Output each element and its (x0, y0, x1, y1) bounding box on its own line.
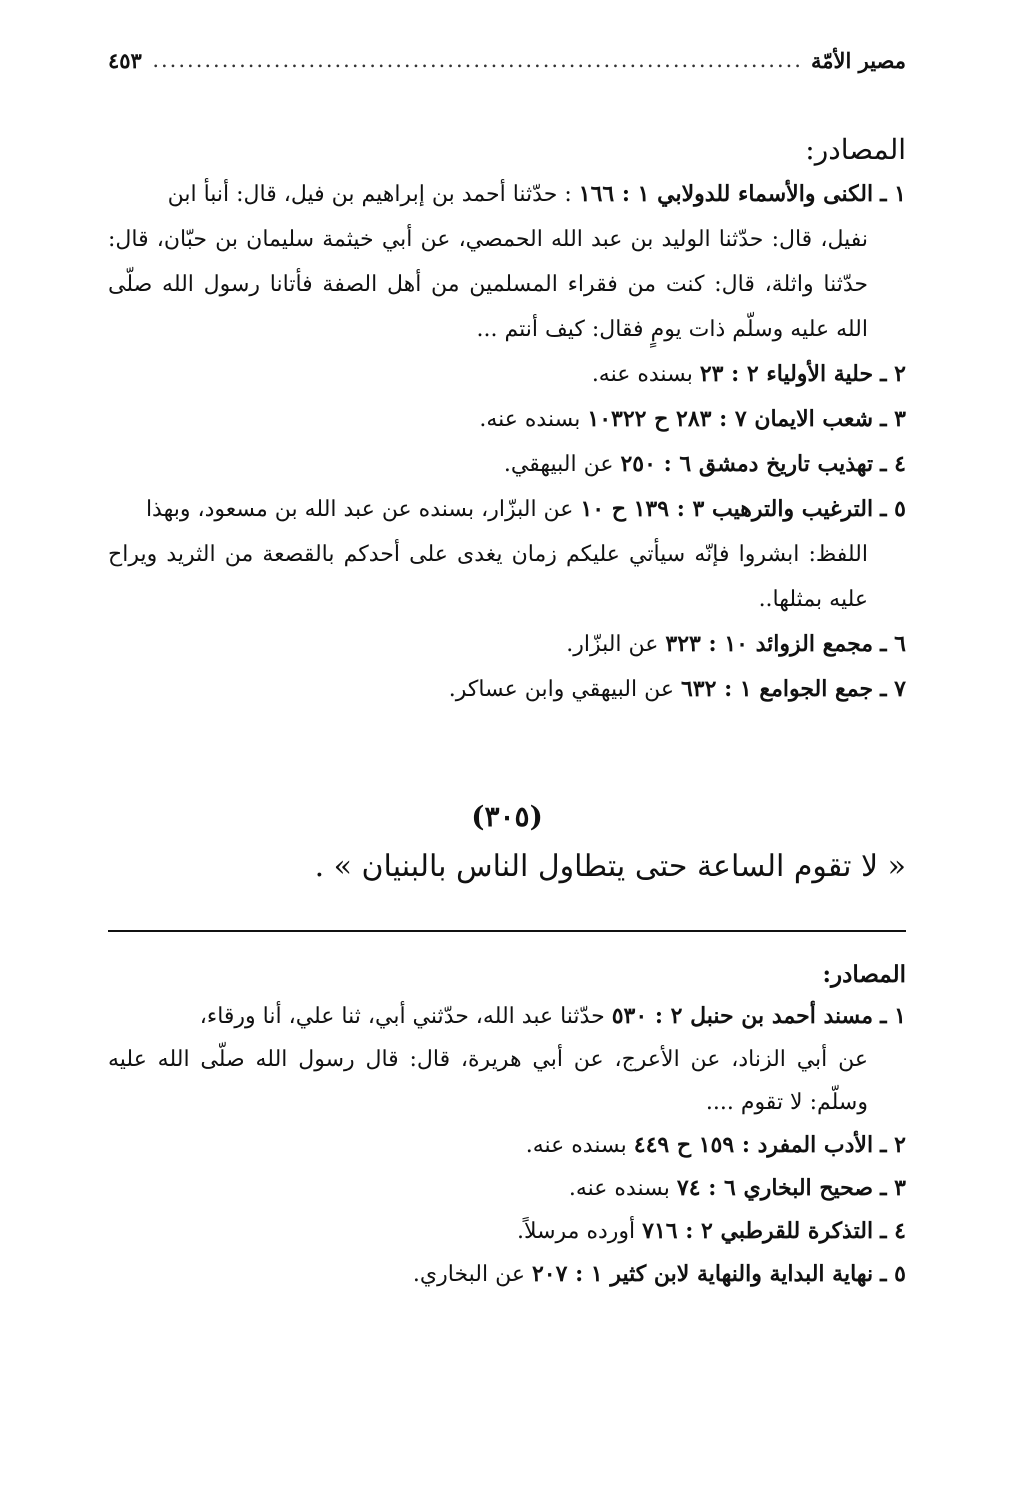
item-number: ٦ ـ (880, 631, 906, 657)
source-text: أورده مرسلاً. (516, 1219, 636, 1244)
source-title: التذكرة للقرطبي ٢ : ٧١٦ (642, 1218, 874, 1244)
page-header (108, 40, 906, 80)
running-title: مصير الأمّة (810, 47, 906, 73)
item-number: ٣ ـ (880, 1175, 906, 1201)
source-item (108, 1124, 906, 1167)
source-text: حدّثنا عبد الله، حدّثني أبي، ثنا علي، أنا ورقاء، (199, 1004, 605, 1029)
source-text: بسنده عنه. (525, 1133, 627, 1158)
hadith-number: (٣٠٥) (471, 800, 543, 833)
sources-section-1 (108, 128, 906, 712)
item-number: ١ ـ (880, 1003, 906, 1029)
source-item (108, 172, 906, 352)
source-continuation: عن أبي الزناد، عن الأعرج، عن أبي هريرة، قال: قال رسول الله صلّى الله عليه وسلّم: لا تقوم .... (108, 1047, 868, 1115)
sources-title: المصادر: (822, 961, 906, 988)
source-title: حلية الأولياء ٢ : ٢٣ (699, 361, 874, 387)
source-item (108, 667, 906, 712)
source-text: عن البزّار. (566, 632, 659, 657)
source-item (108, 397, 906, 442)
sources-section-2 (108, 955, 906, 1296)
item-number: ٤ ـ (880, 1218, 906, 1244)
source-text: عن البزّار، بسنده عن عبد الله بن مسعود، وبهذا (145, 497, 574, 522)
source-item (108, 1167, 906, 1210)
item-number: ٥ ـ (880, 496, 906, 522)
source-item (108, 622, 906, 667)
source-title: مجمع الزوائد ١٠ : ٣٢٣ (665, 631, 874, 657)
source-text: : حدّثنا أحمد بن إبراهيم بن فيل، قال: أنبأ ابن (167, 182, 572, 207)
source-title: الترغيب والترهيب ٣ : ١٣٩ ح ١٠ (580, 496, 874, 522)
source-item (108, 487, 906, 622)
source-title: الكنى والأسماء للدولابي ١ : ١٦٦ (578, 181, 874, 207)
item-number: ٢ ـ (880, 1132, 906, 1158)
source-item (108, 1253, 906, 1296)
item-number: ١ ـ (880, 181, 906, 207)
item-number: ٤ ـ (880, 451, 906, 477)
source-text: بسنده عنه. (591, 362, 693, 387)
source-title: صحيح البخاري ٦ : ٧٤ (676, 1175, 874, 1201)
divider-rule (108, 930, 906, 932)
source-text: بسنده عنه. (479, 407, 581, 432)
source-text: عن البيهقي وابن عساكر. (448, 677, 674, 702)
source-title: جمع الجوامع ١ : ٦٣٢ (680, 676, 874, 702)
source-title: شعب الايمان ٧ : ٢٨٣ ح ١٠٣٢٢ (587, 406, 874, 432)
source-title: مسند أحمد بن حنبل ٢ : ٥٣٠ (611, 1003, 874, 1029)
source-item (108, 352, 906, 397)
item-number: ٣ ـ (880, 406, 906, 432)
sources-title: المصادر: (805, 133, 906, 166)
item-number: ٥ ـ (880, 1261, 906, 1287)
hadith-block (108, 795, 906, 895)
source-item (108, 1210, 906, 1253)
source-text: بسنده عنه. (568, 1176, 670, 1201)
source-text: عن البخاري. (412, 1262, 525, 1287)
source-title: الأدب المفرد : ١٥٩ ح ٤٤٩ (633, 1132, 874, 1158)
sources-list (108, 995, 906, 1296)
source-item (108, 442, 906, 487)
item-number: ٧ ـ (880, 676, 906, 702)
source-continuation: اللفظ: ابشروا فإنّه سيأتي عليكم زمان يغدى على أحدكم بالقصعة من الثريد ويراح عليه بمثلها.. (108, 542, 868, 612)
source-text: عن البيهقي. (503, 452, 614, 477)
source-title: نهاية البداية والنهاية لابن كثير ١ : ٢٠٧ (531, 1261, 874, 1287)
item-number: ٢ ـ (880, 361, 906, 387)
source-continuation: نفيل، قال: حدّثنا الوليد بن عبد الله الحمصي، عن أبي خيثمة سليمان بن حبّان، قال: حدّثنا واثلة، قال: كنت من فقراء المسلمين من أهل الصفة فأتانا رسول الله صلّى الله عليه وسلّم ذات يومٍ فقال: كيف أنتم ... (108, 227, 868, 342)
sources-list (108, 172, 906, 712)
leader-dots (150, 48, 803, 72)
hadith-text: « لا تقوم الساعة حتى يتطاول الناس بالبنيان » . (314, 849, 906, 884)
source-title: تهذيب تاريخ دمشق ٦ : ٢٥٠ (620, 451, 874, 477)
source-item (108, 995, 906, 1124)
page-number: ٤٥٣ (108, 47, 142, 73)
